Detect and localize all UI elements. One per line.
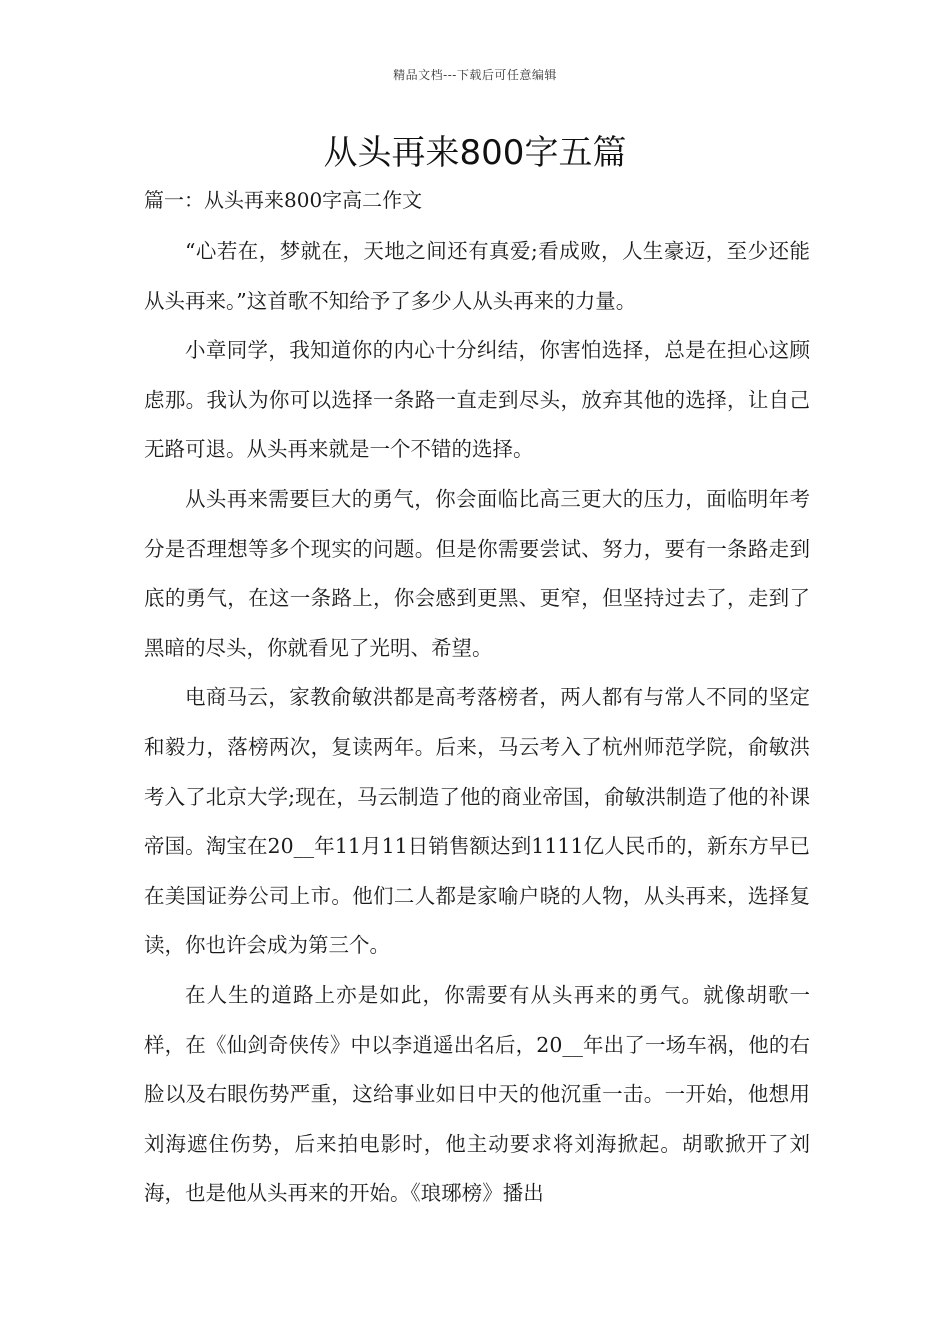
document-title: 从头再来800字五篇 <box>323 133 627 173</box>
header-note: 精品文档---下载后可任意编辑 <box>393 68 557 82</box>
paragraph: “心若在，梦就在，天地之间还有真爱;看成败，人生豪迈，至少还能从头再来。”这首歌不知给予了多少人从头再来的力量。 <box>144 239 810 313</box>
paragraph: 从头再来需要巨大的勇气，你会面临比高三更大的压力，面临明年考分是否理想等多个现实的问题。但是你需要尝试、努力，要有一条路走到底的勇气，在这一条路上，你会感到更黑、更窄，但坚持过去了，走到了黑暗的尽头，你就看见了光明、希望。 <box>144 486 810 660</box>
paragraph: 电商马云，家教俞敏洪都是高考落榜者，两人都有与常人不同的坚定和毅力，落榜两次，复读两年。后来，马云考入了杭州师范学院，俞敏洪考入了北京大学;现在，马云制造了他的商业帝国，俞敏洪制造了他的补课帝国。淘宝在20__年11月11日销售额达到1111亿人民币的，新东方早已在美国证券公司上市。他们二人都是家喻户晓的人物，从头再来，选择复读，你也许会成为第三个。 <box>144 685 810 958</box>
body-text <box>144 227 810 1219</box>
section-heading: 篇一：从头再来800字高二作文 <box>144 188 423 212</box>
paragraph: 小章同学，我知道你的内心十分纠结，你害怕选择，总是在担心这顾虑那。我认为你可以选择一条路一直走到尽头，放弃其他的选择，让自己无路可退。从头再来就是一个不错的选择。 <box>144 338 810 462</box>
paragraph: 在人生的道路上亦是如此，你需要有从头再来的勇气。就像胡歌一样，在《仙剑奇侠传》中以李逍遥出名后，20__年出了一场车祸，他的右脸以及右眼伤势严重，这给事业如日中天的他沉重一击。一开始，他想用刘海遮住伤势，后来拍电影时，他主动要求将刘海掀起。胡歌掀开了刘海，也是他从头再来的开始。《琅琊榜》播出 <box>144 982 810 1206</box>
